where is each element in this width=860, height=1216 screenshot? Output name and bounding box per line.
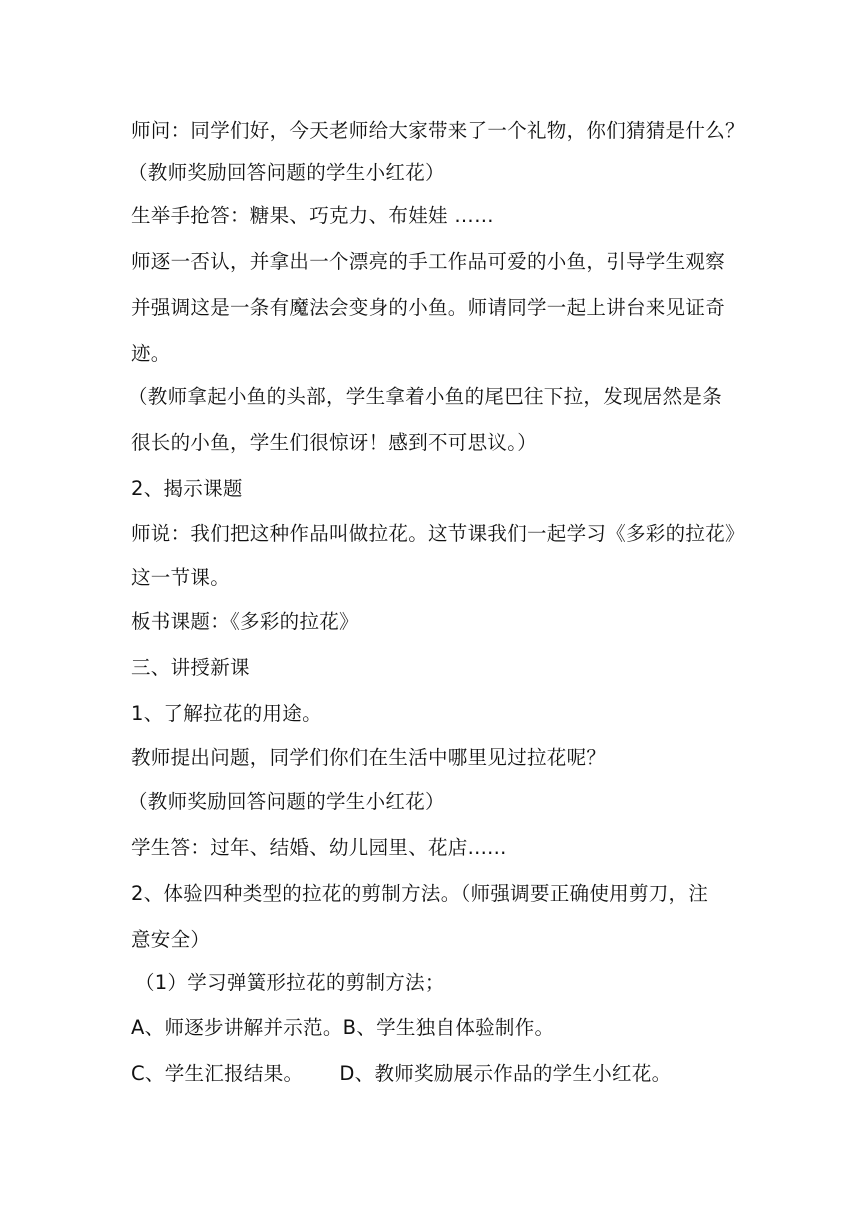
paragraph-teacher-fish-3: 迹。 bbox=[131, 342, 171, 365]
heading-new-lesson: 三、讲授新课 bbox=[131, 656, 250, 679]
paragraph-student-answer-2: 学生答：过年、结婚、幼儿园里、花店...... bbox=[131, 836, 507, 859]
note-fish-demo-2: 很长的小鱼，学生们很惊讶！感到不可思议。） bbox=[131, 431, 538, 454]
paragraph-teacher-fish-2: 并强调这是一条有魔法会变身的小鱼。师请同学一起上讲台来见证奇 bbox=[131, 296, 726, 319]
heading-experience-1: 2、体验四种类型的拉花的剪制方法。（师强调要正确使用剪刀，注 bbox=[131, 882, 709, 905]
subheading-spring-style: （1）学习弹簧形拉花的剪制方法； bbox=[135, 971, 445, 994]
heading-uses: 1、了解拉花的用途。 bbox=[131, 702, 322, 725]
paragraph-teacher-says-1: 师说：我们把这种作品叫做拉花。这节课我们一起学习《多彩的拉花》 bbox=[131, 522, 745, 545]
paragraph-teacher-fish-1: 师逐一否认，并拿出一个漂亮的手工作品可爱的小鱼，引导学生观察 bbox=[131, 250, 726, 273]
paragraph-teacher-question: 师问：同学们好，今天老师给大家带来了一个礼物，你们猜猜是什么？ bbox=[131, 119, 745, 142]
paragraph-teacher-says-2: 这一节课。 bbox=[131, 566, 231, 589]
paragraph-teacher-asks: 教师提出问题，同学们你们在生活中哪里见过拉花呢？ bbox=[131, 746, 607, 769]
step-d: D、教师奖励展示作品的学生小红花。 bbox=[339, 1062, 672, 1085]
heading-reveal-topic: 2、揭示课题 bbox=[131, 477, 243, 500]
steps-c-d bbox=[131, 1062, 671, 1086]
paragraph-student-answer: 生举手抢答：糖果、巧克力、布娃娃 …… bbox=[131, 204, 494, 227]
heading-experience-2: 意安全） bbox=[131, 928, 211, 951]
note-reward: （教师奖励回答问题的学生小红花） bbox=[128, 161, 445, 184]
paragraph-board-title: 板书课题：《多彩的拉花》 bbox=[131, 610, 359, 633]
note-reward-2: （教师奖励回答问题的学生小红花） bbox=[128, 790, 445, 813]
step-c: C、学生汇报结果。 bbox=[131, 1062, 304, 1085]
note-fish-demo-1: （教师拿起小鱼的头部，学生拿着小鱼的尾巴往下拉，发现居然是条 bbox=[128, 385, 723, 408]
steps-a-b: A、师逐步讲解并示范。B、学生独自体验制作。 bbox=[131, 1016, 555, 1039]
